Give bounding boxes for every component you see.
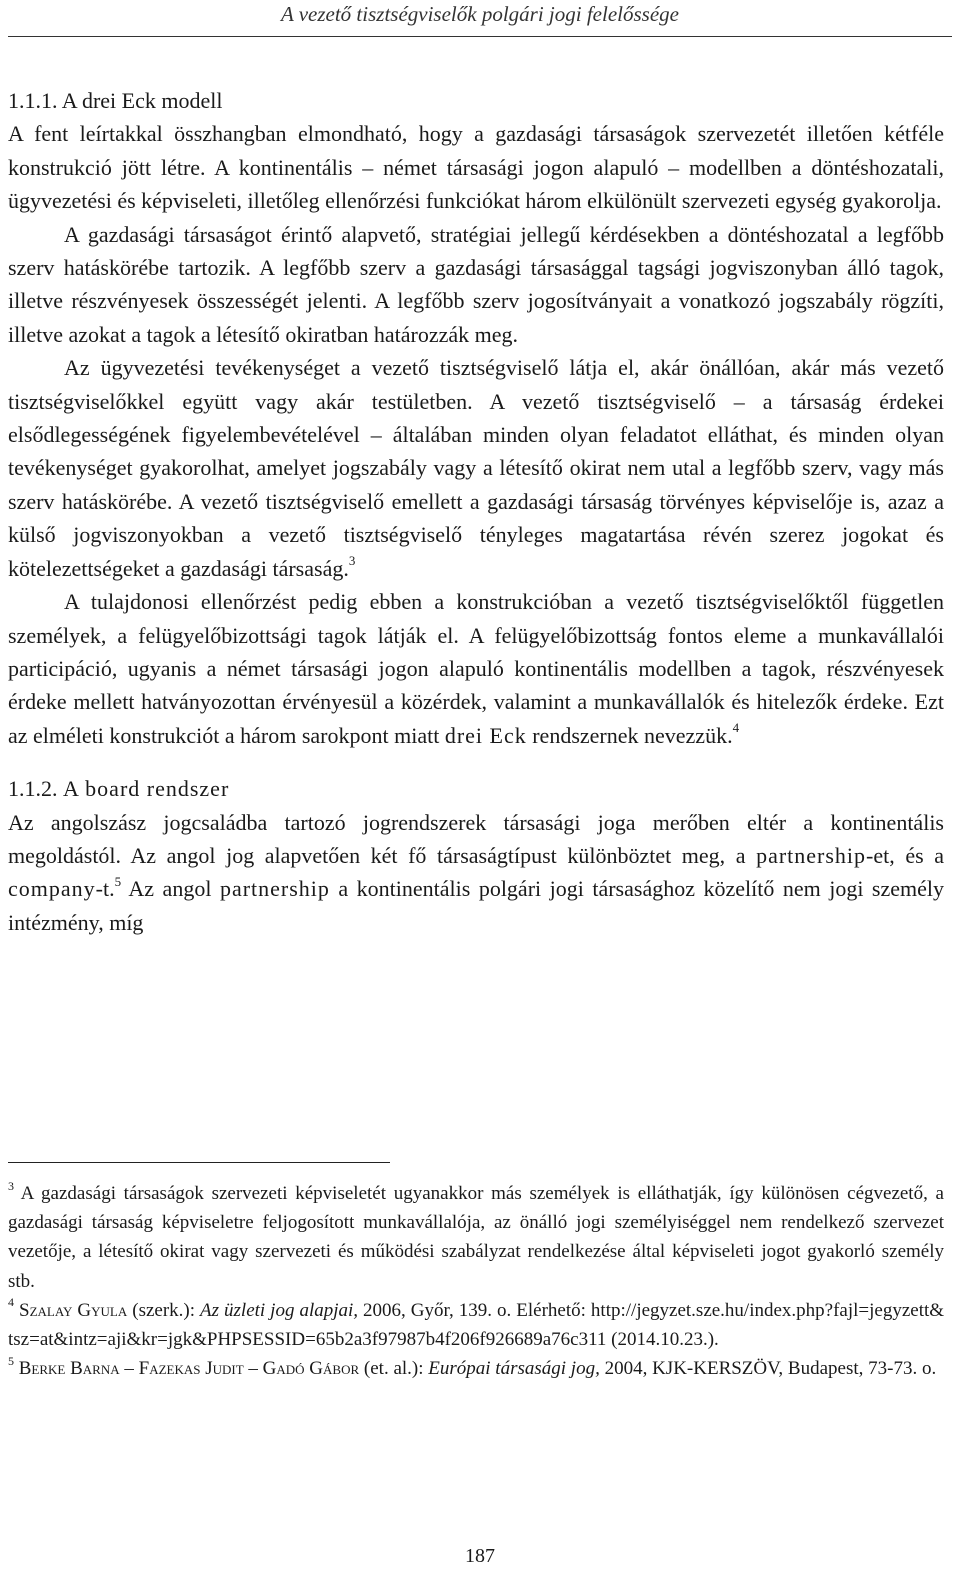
paragraph: A fent leírtakkal összhangban elmondható, hogy a gazdasági társaságok szervezetét illetően kétféle konstrukció jött létre. A kontinentális – német társasági jogon alapuló – modellben a döntéshozatali, ügyvezetési és képviseleti, illetőleg ellenőrzési funkciókat három elkülönült szervezeti egység gyakorolja. bbox=[8, 121, 944, 214]
section-number: 1.1.2. bbox=[8, 776, 58, 802]
paragraph-text: Az angol bbox=[128, 876, 212, 902]
footnote-book-title: Európai társasági jog, bbox=[428, 1358, 600, 1380]
section-heading-1-1-1 bbox=[8, 84, 944, 117]
footnote-text: A gazdasági társaságok szervezeti képviseletét ugyanakkor más személyek is elláthatják, így különösen cégvezető, a gazdasági társaság képviseletre feljogosított munkavállalója, az önálló jogi személyiséggel nem rendelkező szervezet vezetője, a létesítő okirat vagy szervezeti és működési szabályzat rendelkezése által képviseleti jogot gyakorló személy stb. bbox=[8, 1183, 944, 1292]
footnote-author: Gadó Gábor bbox=[262, 1358, 360, 1380]
footnote-text: (2014.10.23.). bbox=[611, 1329, 719, 1351]
term-drei-eck: drei Eck bbox=[444, 722, 527, 748]
body-text bbox=[8, 84, 944, 939]
footnote-ref-4[interactable]: 4 bbox=[732, 720, 740, 736]
footnote-book-title: Az üzleti jog alapjai, bbox=[200, 1299, 359, 1321]
running-header: A vezető tisztségviselők polgári jogi felelőssége bbox=[281, 2, 679, 26]
paragraph-text: Az ügyvezetési tevékenységet a vezető tisztségviselő látja el, akár önállóan, akár más vezető tisztségviselőkkel együtt vagy akár testületben. A vezető tisztségviselő – a társaság érdekei elsődlegességének figyelembevételével – általában minden olyan feladatot elláthat, és minden olyan tevékenységet gyakorolhat, amelyet jogszabály vagy a létesítő okirat nem utal a legfőbb szerv, vagy más szerv hatáskörébe. A vezető tisztségviselő emellett a gazdasági társaság törvényes képviselője is, azaz a külső jogviszonyokban a vezető tisztségviselő tényleges magatartása révén szerez jogokat és kötelezettségeket a gazdasági társaság. bbox=[8, 355, 944, 581]
section-number: 1.1.1. bbox=[8, 88, 58, 113]
footnote-number: 5 bbox=[8, 1353, 14, 1368]
footnote-text: – bbox=[248, 1358, 258, 1380]
paragraph-text: Az angolszász jogcsaládba tartozó jogrendszerek társasági joga merőben eltér a kontinentális megoldástól. Az angol jog alapvetően két fő társaságtípust különböztet meg, a bbox=[8, 809, 944, 868]
footnote-4 bbox=[8, 1296, 944, 1354]
paragraph bbox=[8, 351, 944, 585]
section-heading-1-1-2 bbox=[8, 772, 944, 805]
footnote-ref-3[interactable]: 3 bbox=[348, 553, 356, 569]
paragraph-text: A tulajdonosi ellenőrzést pedig ebben a konstrukcióban a vezető tisztségviselőktől független személyek, a felügyelőbizottsági tagok látják el. A felügyelőbizottság fontos eleme a munkavállalói participáció, ugyanis a német társasági jogon alapuló kontinentális modellben a tagok, részvényesek érdeke mellett hatványozottan érvényesül a közérdek, valamint a munkavállalók és hitelezők érdeke. Ezt az elméleti konstrukciót a három sarokpont miatt bbox=[8, 589, 944, 748]
paragraph: A gazdasági társaságot érintő alapvető, stratégiai jellegű kérdésekben a döntéshozatal a legfőbb szerv hatáskörébe tartozik. A legfőbb szerv a gazdasági társasággal tagsági jogviszonyban álló tagok, illetve részvényesek összességét jelenti. A legfőbb szerv jogosítványait a vonatkozó jogszabály rögzíti, illetve azokat a tagok a létesítő okiratban határozzák meg. bbox=[8, 221, 944, 347]
footnote-text: (et. al.): bbox=[363, 1358, 424, 1380]
footnote-author: Berke Barna bbox=[18, 1358, 120, 1380]
footnote-3 bbox=[8, 1179, 944, 1296]
footnote-text: 2004, KJK-KERSZÖV, Budapest, 73-73. o. bbox=[604, 1358, 937, 1380]
term-company: company bbox=[8, 876, 96, 902]
footnote-author: Szalay Gyula bbox=[19, 1299, 128, 1321]
section-title: A board rendszer bbox=[63, 776, 230, 802]
footnote-link[interactable]: http://jegyzet.sze.hu/index.php?fajl=jegyzett&tsz=at&intz=aji&kr=jgk&PHPSESSID=65b2a3f97987b4f206f926689a76c311 bbox=[8, 1299, 945, 1351]
page-number: 187 bbox=[465, 1545, 495, 1567]
footnote-ref-5[interactable]: 5 bbox=[114, 874, 122, 890]
paragraph bbox=[8, 585, 944, 752]
paragraph bbox=[8, 806, 944, 940]
paragraph-text: a kontinentális polgári jogi társasághoz közelítő nem jogi személy intézmény, míg bbox=[8, 876, 945, 935]
footnote-text: 2006, Győr, 139. o. Elérhető: bbox=[363, 1299, 586, 1321]
footnote-number: 4 bbox=[8, 1295, 14, 1310]
section-title: A drei Eck modell bbox=[61, 88, 223, 113]
term-partnership: partnership bbox=[219, 876, 330, 902]
footnotes bbox=[8, 1179, 944, 1383]
footnote-number: 3 bbox=[8, 1178, 14, 1193]
footnote-text: (szerk.): bbox=[132, 1299, 196, 1321]
paragraph-text: -t. bbox=[95, 876, 115, 902]
footnote-text: – bbox=[124, 1358, 134, 1380]
paragraph-text: -et, és a bbox=[866, 842, 944, 868]
footnote-separator bbox=[8, 1162, 390, 1163]
paragraph-text: rendszernek nevezzük. bbox=[532, 722, 733, 748]
footnote-5 bbox=[8, 1354, 944, 1383]
term-partnership: partnership bbox=[756, 842, 867, 868]
header-rule bbox=[8, 36, 952, 37]
footnote-author: Fazekas Judit bbox=[138, 1358, 244, 1380]
